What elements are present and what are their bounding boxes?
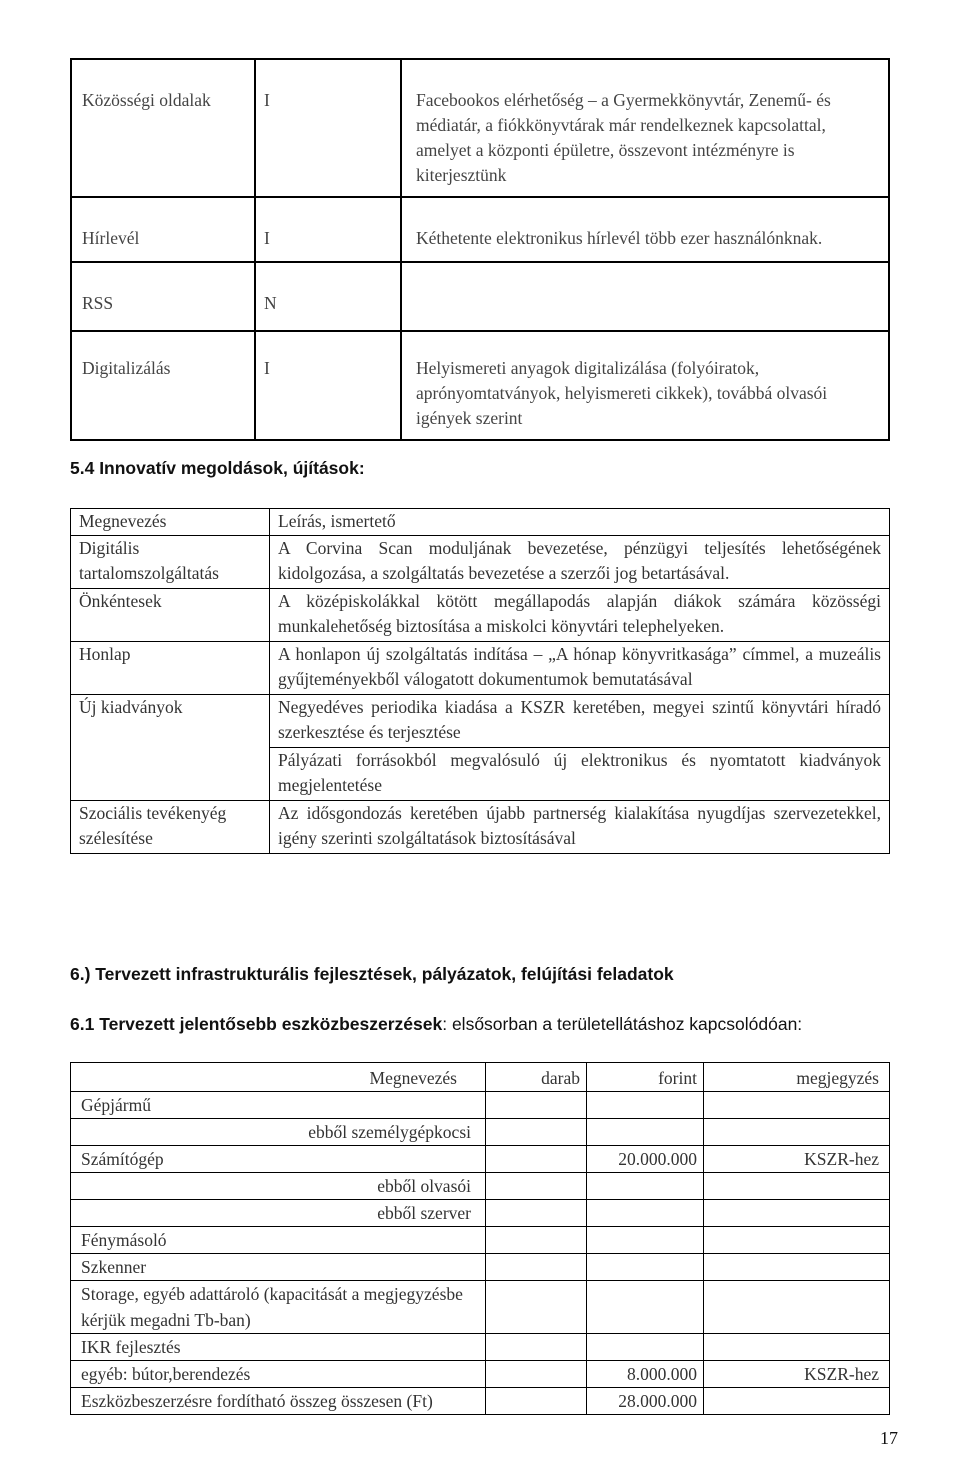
equipment-note [704, 1334, 890, 1361]
table-header-row [71, 1063, 890, 1092]
equipment-table [70, 1062, 890, 1415]
equipment-price [587, 1227, 704, 1254]
section-5-4-heading: 5.4 Innovatív megoldások, újítások: [70, 458, 365, 478]
services-table [70, 58, 890, 441]
equipment-name: Gépjármű [71, 1092, 486, 1119]
table-row [71, 642, 890, 695]
header-qty: darab [486, 1063, 587, 1092]
service-name: Hírlevél [71, 197, 255, 262]
equipment-qty [486, 1146, 587, 1173]
equipment-qty [486, 1173, 587, 1200]
equipment-qty [486, 1334, 587, 1361]
equipment-note [704, 1173, 890, 1200]
equipment-name: ebből szerver [71, 1200, 486, 1227]
equipment-name: egyéb: bútor,berendezés [71, 1361, 486, 1388]
service-name: RSS [71, 262, 255, 331]
equipment-qty [486, 1388, 587, 1415]
header-price: forint [587, 1063, 704, 1092]
table-row [71, 1092, 890, 1119]
equipment-price: 8.000.000 [587, 1361, 704, 1388]
service-status: N [255, 262, 401, 331]
equipment-note: KSZR-hez [704, 1361, 890, 1388]
service-description [401, 262, 889, 331]
header-description: Leírás, ismertető [270, 509, 890, 536]
table-row [71, 1254, 890, 1281]
equipment-note [704, 1254, 890, 1281]
table-row [71, 1200, 890, 1227]
equipment-qty [486, 1119, 587, 1146]
section-6-1-heading [70, 1014, 802, 1035]
section-6-1-title-bold: 6.1 Tervezett jelentősebb eszközbeszerzések [70, 1014, 443, 1034]
table-row [71, 1281, 890, 1334]
innovation-description: A honlapon új szolgáltatás indítása – „A hónap könyvritkasága” címmel, a muzeális gyűjteményekből válogatott dokumentumok bemutatásával [270, 642, 890, 695]
equipment-note [704, 1227, 890, 1254]
innovation-description: A középiskolákkal kötött megállapodás alapján diákok számára közösségi munkalehetőség biztosítása a miskolci könyvtári telephelyeken. [270, 589, 890, 642]
equipment-price [587, 1092, 704, 1119]
header-name: Megnevezés [71, 1063, 486, 1092]
header-name: Megnevezés [71, 509, 270, 536]
innovation-name: Önkéntesek [71, 589, 270, 642]
equipment-note [704, 1119, 890, 1146]
table-header-row [71, 509, 890, 536]
equipment-price [587, 1254, 704, 1281]
table-row [71, 1361, 890, 1388]
innovations-table [70, 508, 890, 854]
equipment-note [704, 1388, 890, 1415]
table-row [71, 59, 889, 197]
equipment-price: 20.000.000 [587, 1146, 704, 1173]
innovation-description: Az idősgondozás keretében újabb partnerség kialakítása nyugdíjas szervezetekkel, igény szerinti szolgáltatások biztosításával [270, 801, 890, 854]
service-status: I [255, 331, 401, 440]
equipment-name: Számítógép [71, 1146, 486, 1173]
table-row [71, 331, 889, 440]
equipment-price: 28.000.000 [587, 1388, 704, 1415]
service-status: I [255, 197, 401, 262]
equipment-price [587, 1173, 704, 1200]
equipment-name: Szkenner [71, 1254, 486, 1281]
innovation-name: Honlap [71, 642, 270, 695]
innovation-description: Pályázati forrásokból megvalósuló új elektronikus és nyomtatott kiadványok megjelentetése [270, 748, 890, 801]
table-row [71, 589, 890, 642]
equipment-qty [486, 1092, 587, 1119]
equipment-name: IKR fejlesztés [71, 1334, 486, 1361]
page-number: 17 [880, 1428, 898, 1448]
service-name: Közösségi oldalak [71, 59, 255, 197]
equipment-qty [486, 1200, 587, 1227]
service-name: Digitalizálás [71, 331, 255, 440]
table-row [71, 262, 889, 331]
equipment-qty [486, 1254, 587, 1281]
equipment-name: Fénymásoló [71, 1227, 486, 1254]
equipment-qty [486, 1227, 587, 1254]
innovation-name: Digitális tartalomszolgáltatás [71, 536, 270, 589]
table-row [71, 536, 890, 589]
service-description: Facebookos elérhetőség – a Gyermekkönyvtár, Zenemű- és médiatár, a fiókkönyvtárak már rendelkeznek kapcsolattal, amelyet a központi épületre, összevont intézményre is kiterjesztünk [401, 59, 889, 197]
header-note: megjegyzés [704, 1063, 890, 1092]
equipment-name: ebből olvasói [71, 1173, 486, 1200]
section-6-heading: 6.) Tervezett infrastrukturális fejlesztések, pályázatok, felújítási feladatok [70, 964, 674, 984]
table-row [71, 197, 889, 262]
service-description: Kéthetente elektronikus hírlevél több ezer használónknak. [401, 197, 889, 262]
equipment-note [704, 1281, 890, 1334]
equipment-note [704, 1092, 890, 1119]
table-row [71, 1388, 890, 1415]
service-description: Helyismereti anyagok digitalizálása (folyóiratok, aprónyomtatványok, helyismereti cikkek), továbbá olvasói igények szerint [401, 331, 889, 440]
section-6-1-title-rest: : elsősorban a területellátáshoz kapcsolódóan: [442, 1014, 803, 1034]
equipment-note [704, 1200, 890, 1227]
equipment-name: ebből személygépkocsi [71, 1119, 486, 1146]
equipment-name: Eszközbeszerzésre fordítható összeg összesen (Ft) [71, 1388, 486, 1415]
equipment-qty [486, 1361, 587, 1388]
table-row [71, 1119, 890, 1146]
equipment-price [587, 1334, 704, 1361]
equipment-note: KSZR-hez [704, 1146, 890, 1173]
table-row [71, 1227, 890, 1254]
innovation-description: A Corvina Scan moduljának bevezetése, pénzügyi teljesítés lehetőségének kidolgozása, a szolgáltatás bevezetése a szerzői jog betartásával. [270, 536, 890, 589]
equipment-price [587, 1281, 704, 1334]
table-row [71, 695, 890, 748]
table-row [71, 1173, 890, 1200]
equipment-price [587, 1200, 704, 1227]
innovation-description: Negyedéves periodika kiadása a KSZR keretében, megyei szintű könyvtári híradó szerkesztése és terjesztése [270, 695, 890, 748]
table-row [71, 801, 890, 854]
innovation-name: Szociális tevékenyég szélesítése [71, 801, 270, 854]
innovation-name: Új kiadványok [71, 695, 270, 801]
table-row [71, 1146, 890, 1173]
table-row [71, 1334, 890, 1361]
equipment-name: Storage, egyéb adattároló (kapacitását a megjegyzésbe kérjük megadni Tb-ban) [71, 1281, 486, 1334]
service-status: I [255, 59, 401, 197]
equipment-qty [486, 1281, 587, 1334]
equipment-price [587, 1119, 704, 1146]
